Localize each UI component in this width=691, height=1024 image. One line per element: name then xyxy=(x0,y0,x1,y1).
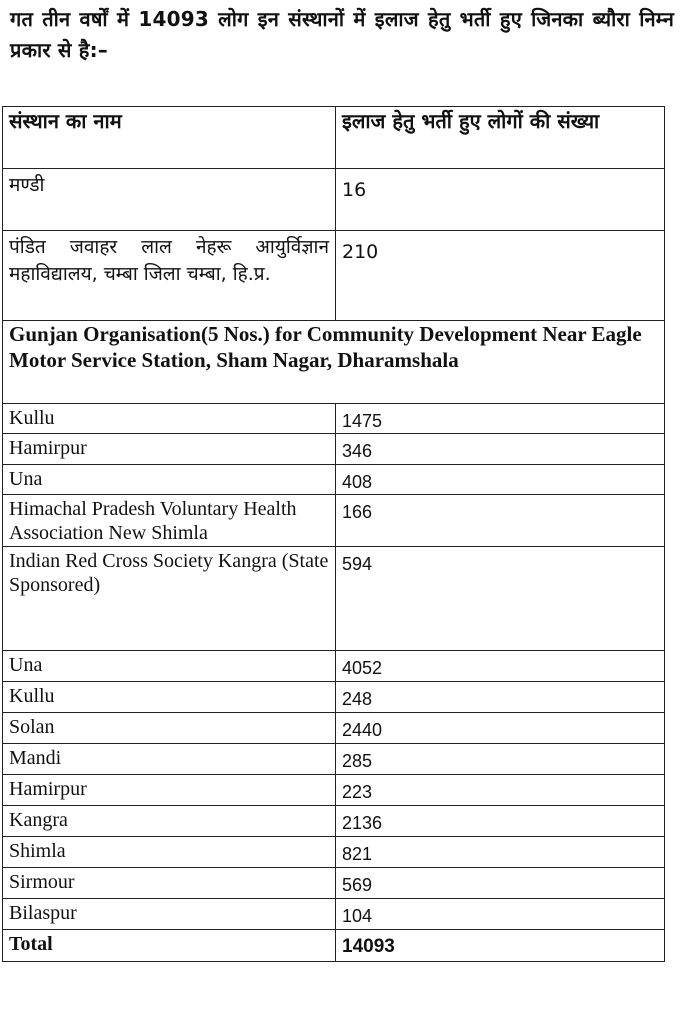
total-label: Total xyxy=(3,930,336,962)
table-row xyxy=(3,775,665,806)
institution-name: Indian Red Cross Society Kangra (State Sponsored) xyxy=(3,547,336,651)
table-row xyxy=(3,547,665,651)
admitted-count: 2136 xyxy=(336,806,665,837)
total-count: 14093 xyxy=(336,930,665,962)
institution-name: Una xyxy=(3,465,336,495)
intro-paragraph: गत तीन वर्षों में 14093 लोग इन संस्थानों में इलाज हेतु भर्ती हुए जिनका ब्यौरा निम्न प्रकार से है:– xyxy=(10,7,674,62)
admitted-count: 16 xyxy=(336,169,665,231)
total-row xyxy=(3,930,665,962)
section-title: Gunjan Organisation(5 Nos.) for Community Development Near Eagle Motor Service Station, Sham Nagar, Dharamshala xyxy=(3,321,665,404)
admitted-count: 2440 xyxy=(336,713,665,744)
district-name: Mandi xyxy=(3,744,336,775)
table-row xyxy=(3,899,665,930)
header-admitted-count: इलाज हेतु भर्ती हुए लोगों की संख्या xyxy=(336,107,665,169)
table-row xyxy=(3,868,665,899)
table-row xyxy=(3,169,665,231)
admitted-count: 408 xyxy=(336,465,665,495)
table-row xyxy=(3,713,665,744)
admitted-count: 223 xyxy=(336,775,665,806)
admitted-count: 285 xyxy=(336,744,665,775)
admitted-count: 104 xyxy=(336,899,665,930)
institution-name: Himachal Pradesh Voluntary Health Association New Shimla xyxy=(3,495,336,547)
institution-name: Kullu xyxy=(3,404,336,434)
district-name: Bilaspur xyxy=(3,899,336,930)
header-institution-name: संस्थान का नाम xyxy=(3,107,336,169)
admitted-count: 1475 xyxy=(336,404,665,434)
district-name: Solan xyxy=(3,713,336,744)
section-heading-row xyxy=(3,321,665,404)
table-row xyxy=(3,231,665,321)
table-header-row xyxy=(3,107,665,169)
district-name: Sirmour xyxy=(3,868,336,899)
admissions-table xyxy=(2,106,665,962)
institution-name: पंडित जवाहर लाल नेहरू आयुर्विज्ञान महाविद्यालय, चम्बा जिला चम्बा, हि.प्र. xyxy=(3,231,336,321)
table-row xyxy=(3,682,665,713)
district-name: Una xyxy=(3,651,336,682)
district-name: Shimla xyxy=(3,837,336,868)
table-row xyxy=(3,434,665,465)
admitted-count: 248 xyxy=(336,682,665,713)
table-row xyxy=(3,495,665,547)
admitted-count: 166 xyxy=(336,495,665,547)
admitted-count: 210 xyxy=(336,231,665,321)
table-row xyxy=(3,806,665,837)
admitted-count: 821 xyxy=(336,837,665,868)
institution-name: मण्डी xyxy=(3,169,336,231)
table-row xyxy=(3,404,665,434)
district-name: Kullu xyxy=(3,682,336,713)
table-row xyxy=(3,744,665,775)
table-row xyxy=(3,465,665,495)
admitted-count: 594 xyxy=(336,547,665,651)
table-row xyxy=(3,837,665,868)
admitted-count: 4052 xyxy=(336,651,665,682)
admitted-count: 569 xyxy=(336,868,665,899)
admitted-count: 346 xyxy=(336,434,665,465)
district-name: Kangra xyxy=(3,806,336,837)
institution-name: Hamirpur xyxy=(3,434,336,465)
district-name: Hamirpur xyxy=(3,775,336,806)
table-row xyxy=(3,651,665,682)
